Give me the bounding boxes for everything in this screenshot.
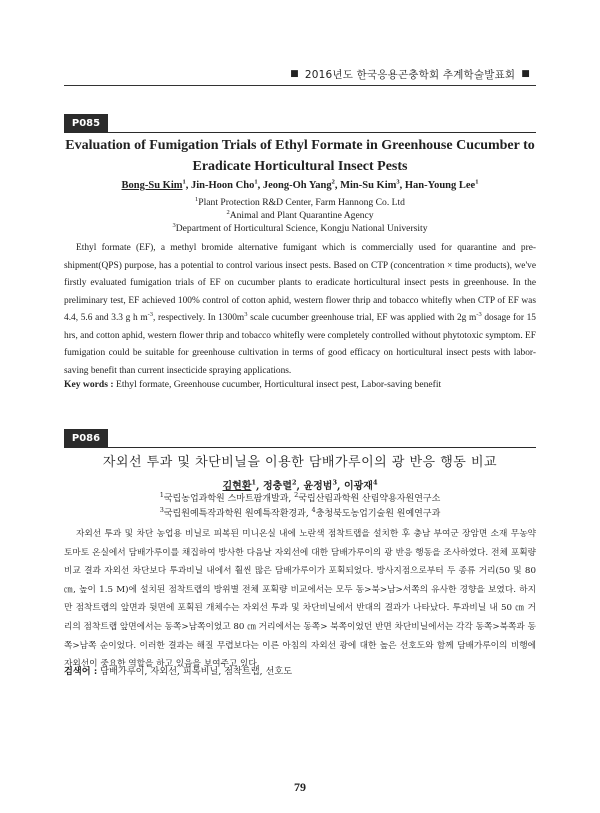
section-rule — [64, 447, 536, 448]
header-title: 2016년도 한국응용곤충학회 추계학술발표회 — [304, 68, 516, 81]
affiliation: $^1$Plant Protection R&D Center, Farm Hannong Co. Ltd — [195, 195, 405, 208]
author-name: 정충렬 — [263, 481, 292, 492]
affiliation-list — [64, 196, 536, 235]
paper-title: Evaluation of Fumigation Trials of Ethyl Formate in Greenhouse Cucumber to Eradicate Horticultural Insect Pests — [65, 138, 535, 174]
abstract-text: Ethyl formate (EF), a methyl bromide alternative fumigant which is commercially used for quarantine and pre-shipment(QPS) purpose, has a potential to control various insect pests. Based on CTP (concentration × time products), we've firstly evaluated fumigation trials of EF on cucumber plants to eradicate horticultural insect pests in greenhouse. In the preliminary test, EF achieved 100% control of cotton aphid, western flower thrip and tobacco whitefly when CTP of EF was 4.4, 5.6 and 3.3 g h $m^{-3}$, respectively. In $1300m^3$ scale cucumber greenhouse trial, EF was applied with 2g $m^{-3}$ dosage for 15 hrs, and cotton aphid, western flower thrip and tobacco whitefly were completely controlled without phytotoxic symptom. EF fumigation could be suitable for greenhouse cultivation in terms of good efficacy on horticultural insect pests with labor-saving benefit than current insecticide spraying applications. — [64, 243, 536, 376]
author-name: Jeong-Oh Yang — [262, 180, 332, 191]
keywords-value: Ethyl formate, Greenhouse cucumber, Horticultural insect pest, Labor-saving benefit — [113, 379, 442, 390]
keywords-label: 검색어 : — [64, 666, 98, 677]
header-square-left: ■ — [290, 69, 299, 79]
author-name: 윤정범 — [303, 481, 333, 492]
affiliation-list — [64, 492, 536, 522]
affiliation-line: $^1$국립농업과학원 스마트팜개발과, $^2$국립산림과학원 산림약용자원연구소 — [159, 491, 441, 504]
author-name: Jin-Hoon Cho — [191, 180, 255, 191]
author-name: Min-Su Kim — [340, 180, 397, 191]
header-square-right: ■ — [521, 69, 530, 79]
author-name: Han-Young Lee — [404, 180, 476, 191]
paper-code-badge: P086 — [64, 429, 108, 448]
keywords-line — [64, 379, 536, 390]
affiliation: $^3$Department of Horticultural Science, Kongju National University — [172, 221, 428, 234]
author-list: Bong-Su Kim$^1$, Jin-Hoon Cho$^1$, Jeong-Oh Yang$^2$, Min-Su Kim$^3$, Han-Young Lee$^1$ — [121, 178, 479, 191]
paper-title: 자외선 투과 및 차단비닐을 이용한 담배가루이의 광 반응 행동 비교 — [102, 455, 498, 470]
abstract-text: 자외선 투과 및 차단 농업용 비닐로 피복된 미니온실 내에 노란색 점착트랩을 설치한 후 충남 부여군 장암면 소재 무농약 토마토 온실에서 담배가루이를 채집하여 방사한 다음날 자외선에 대한 담배가루이의 광 반응 행동을 조사하였다. 전체 포획량 비교 결과 자외선 차단보다 투과비닐 내에서 훨씬 많은 담배가루이가 포획되었다. 방사지점으로부터 두 종류 거리(50 및 80 ㎝, 높이 1.5 M)에 설치된 점착트랩의 방위별 전체 포획량 비교에서는 모두 동>북>남>서쪽의 유사한 경향을 보였다. 하지만 점착트랩의 앞면과 뒷면에 포획된 개체수는 자외선 투과 및 차단비닐에서 반대의 결과가 나타났다. 투과비닐 내 50 ㎝ 거리의 점착트랩 앞면에서는 동쪽>남쪽이었고 80 ㎝ 거리에서는 동쪽> 북쪽이었던 반면 차단비닐에서는 각각 동쪽>북쪽과 동쪽>남쪽 순이었다. 이러한 결과는 해질 무렵보다는 이른 아침의 자외선 광에 대한 높은 선호도와 함께 담배가루이의 비행에 자외선이 중요한 역할을 하고 있음을 보여주고 있다. — [64, 529, 536, 670]
author-name-presenter: 김현환 — [222, 481, 252, 492]
paper-code-badge: P085 — [64, 114, 108, 133]
keywords-label: Key words : — [64, 379, 114, 390]
section-rule — [64, 132, 536, 133]
page-number: 79 — [294, 780, 306, 794]
proceedings-header — [64, 63, 536, 86]
author-list: 김현환$^1$, 정충렬$^2$, 윤정범$^3$, 이광재$^4$ — [222, 478, 378, 492]
keywords-value: 담배가루이, 자외선, 피복비닐, 점착트랩, 선호도 — [97, 666, 293, 677]
affiliation-line: $^3$국립원예특작과학원 원예특작환경과, $^4$충청북도농업기술원 원예연구과 — [159, 506, 441, 519]
author-name: 이광재 — [343, 481, 373, 492]
author-name-presenter: Bong-Su Kim — [121, 180, 183, 191]
keywords-line — [64, 663, 536, 677]
affiliation: $^2$Animal and Plant Quarantine Agency — [226, 208, 374, 221]
